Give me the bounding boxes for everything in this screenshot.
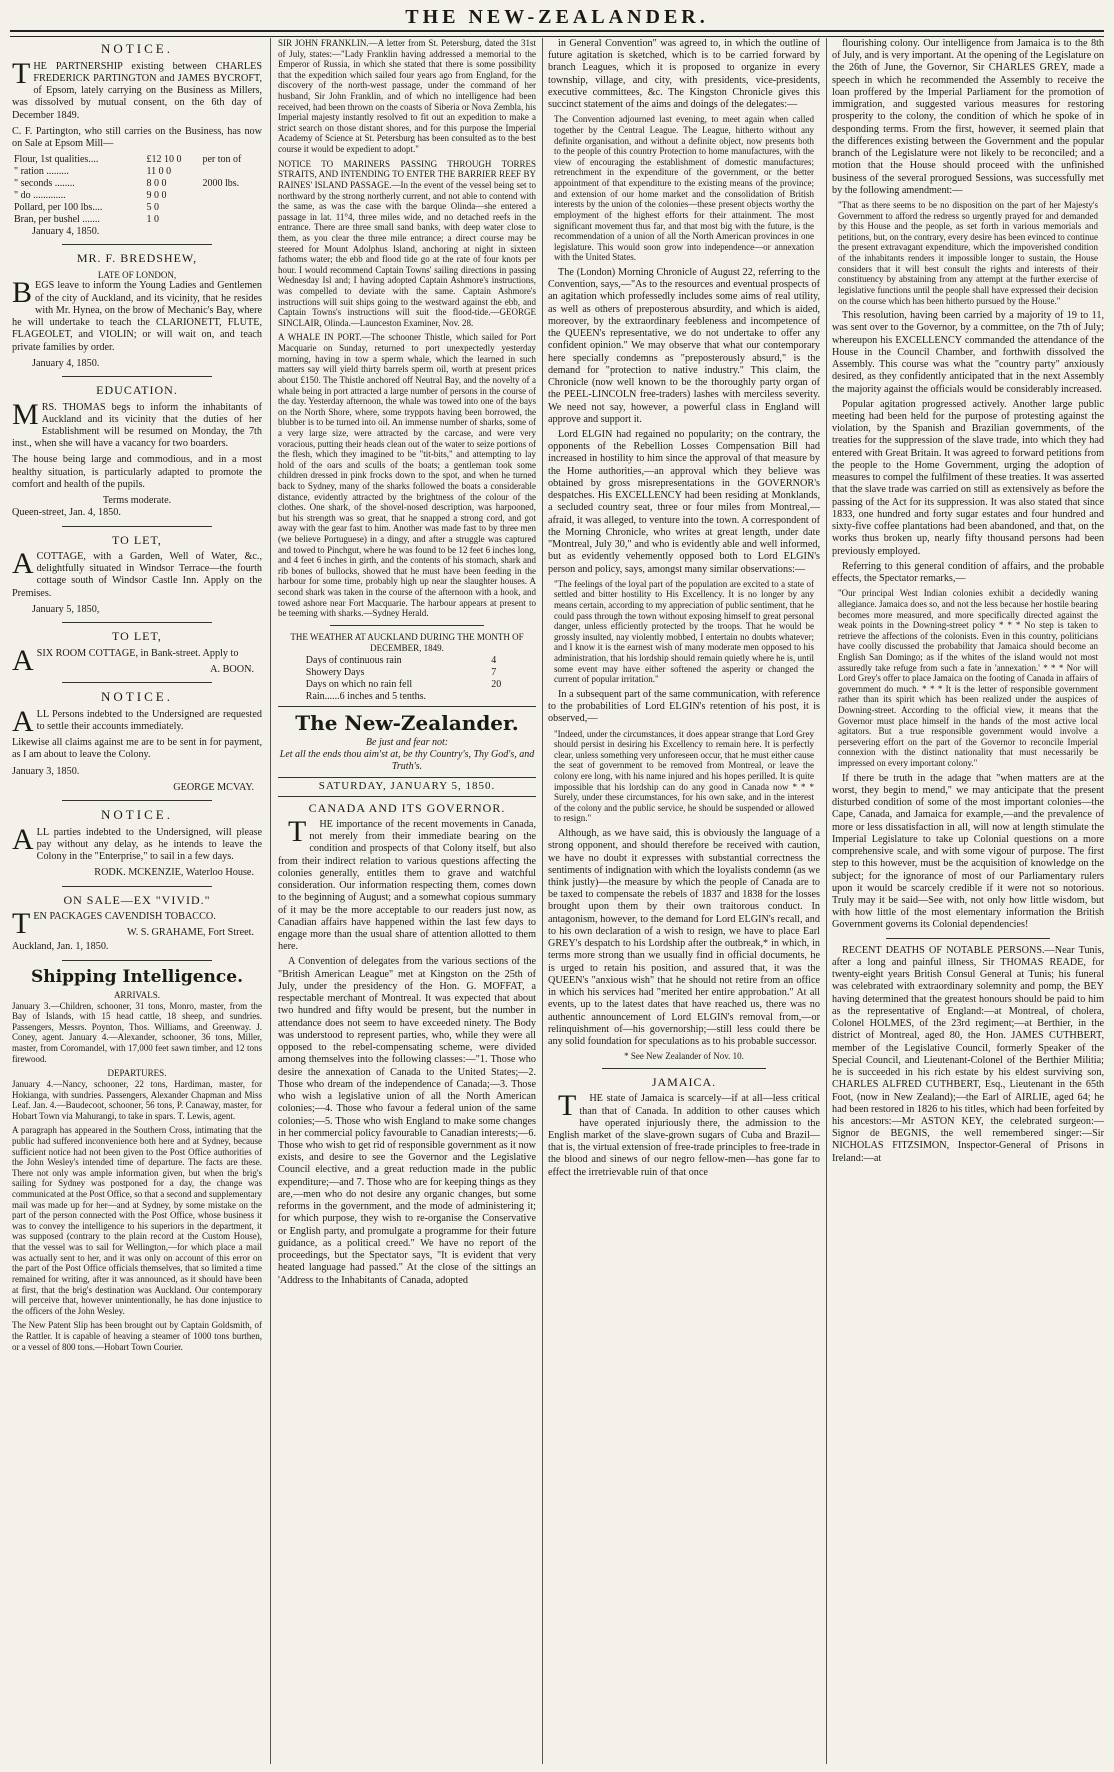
- article-paragraph: THE state of Jamaica is scarcely—if at all—less critical than that of Canada. In addition to other causes which have operated injuriously there, the admission to the English market of the slave-grown sugars of Cuba and Brazil—that is, the virtual extension of free-trade principles to free-trade in the blood and sinews of our negro fellow-men—has gone far to effect the irretrievable ruin of that once: [548, 1089, 820, 1178]
- quoted-passage: The Convention adjourned last evening, to meet again when called together by the Central League. The League, hitherto without any definite organisation, and without a definite object, now presents both to the people of this country Protection to home manufactures, with the view of encouraging the establishment of domestic manufactures; retrenchment in the expenditure of the government, or the better appointment of that expenditure to the existing means of the province; and extension of our home market and the consolidation of British interests by the union of the colonies—these present objects worthy the employment of the highest efforts for their attainment. The most significant movement thus far, and that most big with the future, is the recommendation of a union of all the North American provinces in one legislature. This would soon grow into independence—or annexation with the United States.: [554, 114, 814, 263]
- table-row: [12, 202, 262, 214]
- column-1: [12, 38, 262, 1766]
- sale-body: TEN PACKAGES CAVENDISH TOBACCO.: [12, 906, 216, 940]
- franklin-article: SIR JOHN FRANKLIN.—A letter from St. Petersburg, dated the 31st of July, states:—"Lady Franklin having addressed a memorial to the Emperor of Russia, in which she stated that there is some possibility that the expedition which sailed four years ago from England, for the discovery of the north-west passage, under the command of her husband, Sir John Franklin, and of which no intelligence had been received, had been thrown on the coasts of Siberia or Nova Zembla, his Imperial majesty instantly resolved to fit out an expedition to make a strict search on those distant shores, and for this purpose the Imperial Academy of Science at St. Petersburg has been consulted as to the best course it would be expedient to adopt.": [278, 38, 536, 155]
- article-paragraph: The (London) Morning Chronicle of August 22, referring to the Convention, says,—"As to the resources and eventual prospects of an agitation which professedly includes some aims of real utility, as well as others of preposterous absurdity, and which is aided, moreover, by the extraordinary feebleness and incompetence of the QUEEN's representative, we do not undertake to offer any confident opinion." We may observe that what our contemporary here specially condemns as "preposterously absurd," is the demand for "protection to native industry." This claim, the Chronicle (now well known to be the thoroughly party organ of the PEEL-LINCOLN free-traders) lashes with merciless severity. We need not say, however, a powerful class in England will approve and support it.: [548, 266, 820, 425]
- bredshew-body: BEGS leave to inform the Young Ladies and Gentlemen of the city of Auckland, and its vicinity, that he resides with Mr. Hynea, on the brow of Mechanic's Bay, where he will undertake to teach the CLARIONETT, FLUTE, FLAGEOLET, and VIOLIN; or will wait on, and teach private families by order.: [12, 276, 262, 353]
- divider: [62, 682, 212, 683]
- divider: [62, 622, 212, 623]
- price-cell: 8 0 0: [146, 178, 167, 190]
- column-divider: [542, 38, 543, 1764]
- masthead: THE NEW-ZEALANDER.: [405, 6, 709, 28]
- price-cell: 11 0 0: [146, 166, 172, 178]
- divider: [62, 244, 212, 245]
- weather-value: 4: [491, 655, 497, 667]
- masthead-rule: [10, 30, 1104, 37]
- price-cell: 1 0: [146, 214, 159, 226]
- partnership-notice: THE PARTNERSHIP existing between CHARLES FREDERICK PARTINGTON and JAMES BYCROFT, of Epsom, lately carrying on the Business as Millers, was dissolved by mutual consent, on the 6th day of December 1849.: [12, 56, 262, 121]
- divider: [886, 938, 1049, 939]
- notice-date: January 3, 1850.: [12, 765, 80, 777]
- deaths-paragraph: RECENT DEATHS OF NOTABLE PERSONS.—Near Tunis, after a long and painful illness, Sir THOMAS READE, for twenty-eight years British Consul General at Tunis; his funeral was celebrated with extraordinary solemnity and pomp, the BEY having determined that the greatest honours should be paid to him as the representative of England:—at Montreal, of cholera, Colonel HOLMES, of the 23rd regiment;—at Berthier, in the district of Montreal, aged 80, the Hon. JAMES CUTHBERT, member of the Legislative Council, formerly Speaker of the Special Council, and Lieutenant-Colonel of the Berthier Militia; he is succeeded in his rich estate by his eldest surviving son, CHARLES ALFRED CUTHBERT, Esq., Lieutenant in the 65th Foot, (now in New Zealand);—the Earl of AIRLIE, aged 64; he had been restored in 1826 to his titles, which had been forfeited by his ancestors:—Mr ASTON KEY, the celebrated surgeon:—Signor de BEGNIS, the well remembered singer:—Sir NICHOLAS FITZSIMON, Inspector-General of Prisons in Ireland:—at: [832, 944, 1104, 1164]
- weather-label: Days on which no rain fell: [305, 678, 413, 690]
- signature: RODK. MCKENZIE, Waterloo House.: [94, 867, 254, 879]
- education-body: MRS. THOMAS begs to inform the inhabitants of Auckland and its vicinity that the duties of her Establishment will be resumed on Monday, the 7th inst., when she will have a vacancy for two boarders.: [12, 397, 262, 450]
- table-row: [12, 154, 262, 166]
- education-terms: Terms moderate.: [102, 495, 172, 507]
- item-cell: Bran, per bushel .......: [14, 214, 100, 226]
- mariners-notice: NOTICE TO MARINERS PASSING THROUGH TORRES STRAITS, AND INTENDING TO ENTER THE BARRIER REEF BY RAINES' ISLAND PASSAGE.—In the event of the vessel being set to northward by the strong northerly current, and not able to contend with the same, as was the case with the barque Olinda—she entered a passage in lat. 11°4, three miles wide, and no detached reefs in the entrance. There are three small sand banks, with deep water close to them, as you clear the three mile entrance; a direct course may be steered for Mount Adolphus Island, anchoring at night in sixteen fathoms water; the ebb and flood tide go at the rate of four knots per hour. I would recommend Captain Towns' sailing directions in passing Wednesday Isl and; I having adopted Captain Ashmore's instructions, was compelled to deviate with the same. Captain Ashmore's instructions will suit ships going to the westward against the ebb, and Captain Towns's instructions will suit the flood-tide.—GEORGE SINCLAIR, Olinda.—Launceston Examiner, Nov. 28.: [278, 158, 536, 328]
- column-divider: [270, 38, 271, 1764]
- signature: W. S. GRAHAME, Fort Street.: [127, 927, 254, 939]
- weather-value: 7: [491, 666, 497, 678]
- motto-line-1: Be just and fear not:: [365, 737, 449, 749]
- article-paragraph: THE importance of the recent movements in Canada, not merely from their immediate bearing on the condition and prospects of that Colony itself, but also from their indirect relation to various questions affecting the colonies generally, entitles them to grave and watchful consideration. Our information respecting them, comes down to the beginning of August; and a somewhat copious summary of it may be the more acceptable to our readers just now, as Canadian affairs have happened within the last few days to engage more than the usual share of attention allotted to them here.: [278, 814, 536, 953]
- price-cell: 5 0: [146, 202, 159, 214]
- notice-date: January 4, 1850.: [32, 357, 100, 369]
- unit-cell: [200, 202, 262, 214]
- article-paragraph: In a subsequent part of the same communication, with reference to the probabilities of Lord ELGIN's retention of his post, it is observed,—: [548, 688, 820, 725]
- issue-date: SATURDAY, JANUARY 5, 1850.: [278, 777, 536, 796]
- motto-line-2: Let all the ends thou aim'st at, be thy Country's, Thy God's, and Truth's.: [279, 749, 535, 773]
- signature: GEORGE MCVAY.: [173, 781, 254, 793]
- article-heading: JAMAICA.: [651, 1074, 717, 1089]
- notice-date: January 5, 1850,: [32, 603, 100, 615]
- column-3: [548, 38, 820, 1766]
- notice-date: Auckland, Jan. 1, 1850.: [12, 941, 109, 953]
- column-4: [832, 38, 1104, 1766]
- divider: [62, 800, 212, 801]
- article-paragraph: A Convention of delegates from the various sections of the "British American League" met at Kingston on the 25th of July, under the presidency of the Hon. G. MOFFAT, a respectable merchant of Montreal. It was expected that about two hundred and fifty would be present, but the number in attendance does not seem to have exceeded ninety. The Body was understood to represent parties, who, while they were all opposed to the rebel-compensating scheme, were divided among themselves into the following classes:—"1. Those who desire the annexation of Canada to the United States;—2. Those who dream of the independence of Canada;—3. Those who wish a legislative union of all the North American colonies;—4. Those who favour a federal union of the same colonies;—5. Those who wish England to make some changes in her commercial policy favourable to Canadian interests;—6. Those who wish to get rid of responsible government as it now exists, and desire to see the Governor and the Legislative Council elective, and a great reduction made in the public expenditure;—and 7. Those who are for keeping things as they are,—men who do not desire any organic changes, but some reforms in the government, and the mode of administering it; for which purpose, they wish to re-organise the Conservative or English party, and promulgate a programme for their future guidance, as a political creed." We have no report of the proceedings, but the Spectator says, "It is evident that very heated language had passed." At the close of the sittings an 'Address to the Inhabitants of Canada, adopted: [278, 956, 536, 1286]
- table-row: [12, 166, 262, 178]
- education-heading: EDUCATION.: [96, 383, 178, 398]
- weather-value: 20: [491, 678, 502, 690]
- divider: [278, 706, 536, 707]
- shipping-heading: Shipping Intelligence.: [31, 966, 243, 987]
- paper-title: The New-Zealander.: [295, 711, 519, 736]
- weather-label: Showery Days: [305, 666, 365, 678]
- quoted-passage: "Indeed, under the circumstances, it does appear strange that Lord Grey should persist in desiring his Excellency to remain here. It is perfectly clear, unless something very unforeseen occur, that he must either cause the seat of government to be removed from Montreal, or leave the colony ere long, with his name injured and his hopes perilled. It is quite impossible that his lordship can do any good in Canada now * * * Surely, under these circumstances, for his own sake, and in the interest of the colony and the public service, he should be suspended or allowed to resign.": [554, 728, 814, 824]
- item-cell: Flour, 1st qualities....: [14, 154, 99, 166]
- footnote: * See New Zealander of Nov. 10.: [624, 1051, 744, 1062]
- departures-text: January 4.—Nancy, schooner, 22 tons, Hardiman, master, for Hokianga, with sundries. Passengers, Alexander Chapman and Miss Leaf. Jan. 4.—Baudecoot, schooner, 56 tons, P. Canaway, master, for Hobart Town via Mahurangi, to take in spars. T. Lewis, agent.: [12, 1078, 262, 1121]
- column-divider: [826, 38, 827, 1764]
- weather-label: Days of continuous rain: [305, 655, 402, 667]
- notice-heading: NOTICE.: [101, 41, 173, 56]
- divider: [330, 625, 485, 626]
- notice-heading: NOTICE.: [101, 689, 173, 705]
- divider: [62, 886, 212, 887]
- to-let-heading: TO LET,: [112, 532, 162, 547]
- divider: [62, 526, 212, 527]
- arrivals-text: January 3.—Children, schooner, 31 tons, Monro, master, from the Bay of Islands, with 15 head cattle, 18 sheep, and sundries. Passengers, Messrs. Poynton, Thos. Williams, and Greenway. J. Coney, agent. January 4.—Alexander, schooner, 36 tons, Miller, master, from Coromandel, with 17,000 feet sawn timber, and 12 tons firewood.: [12, 1000, 262, 1064]
- unit-cell: [200, 190, 262, 202]
- quoted-passage: "Our principal West Indian colonies exhibit a decidedly waning allegiance. Jamaica does so, and not the less because her hostile bearing becomes more measured, and more specifically directed against the weak points in the Downing-street policy * * * No step is taken to retrieve the affections of the colonists. Even in this country, politicians have coolly discussed the probability that Jamaica should become an English San Domingo; as if the whites of the island would not most assuredly take refuge from such a fate in 'annexation.' * * * Nor will Lord Grey's offer to place Jamaica on the footing of Canada in affairs of government do much. * * * It is the letter of responsible government rather than its spirit which has been realized under the auspices of Downing-street. According to the official view, it means that the Governor must place himself in the hands of the most active local agitators. But a true responsible government would involve a persevering effort on the part of the Governor to reconcile Imperial connexion with the distinct nationality that must necessarily be impressed on every important colony.": [838, 588, 1098, 769]
- unit-cell: per ton of: [202, 154, 242, 166]
- notice-body: ALL parties indebted to the Undersigned, will please pay without any delay, as he intends to leave the Colony in the "Enterprise," to sail in a few days.: [12, 822, 262, 863]
- quoted-passage: "That as there seems to be no disposition on the part of her Majesty's Government to afford the redress so urgently prayed for and demanded by this House and the people, as set forth in various memorials and petitions, but, on the contrary, every desire has been evinced to continue the present extravagant expenditure, which the impoverished condition of the inhabitants renders it impossible longer to sustain, the House considers that it will best consult the rights and interests of their constituency by abstaining from any attempt at the further exercise of legislative functions until the people shall have expressed their decision on the course which has been hitherto pursued by the House.": [838, 200, 1098, 306]
- table-row: [304, 691, 510, 703]
- notice-date: January 4, 1850.: [32, 226, 100, 238]
- notice-heading: NOTICE.: [101, 807, 173, 823]
- table-row: [12, 190, 262, 202]
- notice-body: ALL Persons indebted to the Undersigned are requested to settle their accounts immediately.: [12, 704, 262, 738]
- post-office-paragraph: A paragraph has appeared in the Southern Cross, intimating that the public had suffered inconvenience both here and at Sydney, because sufficient notice had not been given to the Post Office authorities of the John Wesley's intended time of departure. The facts are these. There not only was ample information given, but when the brig's sailing for Sydney was postponed for a day, the change was communicated at the Post Office, so that a second and supplementary mail was made up for her—and at Sydney, by some mistake on the part of the person connected with the Post Office, whose business it was to convey the intelligence to his superiors in the department, it was supposed (contrary to the plain record at the Custom House), that the vessel was to sail for Wellington,—for which place a mail was actually sent to her, and it was only on account of this error on the part of the Post Office officials themselves, that so limited a time remained for writing, after it was announced, as it should have been at first, that the brig's destination was Auckland. Our contemporary will perceive that, however unintentionally, he has done injustice to the officers of the John Wesley.: [12, 1125, 262, 1316]
- education-address: Queen-street, Jan. 4, 1850.: [12, 507, 121, 519]
- item-cell: Pollard, per 100 lbs....: [14, 202, 103, 214]
- notice-body-2: Likewise all claims against me are to be sent in for payment, as I am about to leave the Colony.: [12, 737, 262, 761]
- table-row: [304, 667, 510, 679]
- to-let-heading: TO LET,: [112, 629, 162, 644]
- article-paragraph: Lord ELGIN had regained no popularity; on the contrary, the opponents of the Rebellion Losses Compensation Bill had increased in hostility to him since the approval of that measure by the Home authorities,—an approval which they believe was obtained by gross misrepresentations in the GOVERNOR's despatches. His EXCELLENCY had been residing at Monklands, a secluded country seat, three or four miles from Montreal,—afraid, it was alleged, to venture into the town. A correspondent of the Morning Chronicle, who writes at great length, under date "Montreal, July 30," and who is evidently able and well informed, but as evidently vehemently opposed both to Lord ELGIN's person and policy, says, amongst many similar observations:—: [548, 428, 820, 575]
- patent-slip-paragraph: The New Patent Slip has been brought out by Captain Goldsmith, of the Rattler. It is capable of heaving a steamer of 1000 tons burthen, or a vessel of 800 tons.—Hobart Town Courier.: [12, 1320, 262, 1352]
- bredshew-heading: MR. F. BREDSHEW,: [76, 251, 198, 266]
- item-cell: " do .............: [14, 190, 66, 202]
- article-paragraph: Referring to this general condition of affairs, and the probable effects, the Spectator remarks,—: [832, 560, 1104, 585]
- quoted-passage: "The feelings of the loyal part of the population are excited to a state of settled and bitter hostility to His Excellency. It is no longer by any means certain, according to my appreciation of public sentiment, that he could pass through the town without exposing himself to great personal danger, unless efficiently protected by the troops. That he would be grossly insulted, nay violently mobbed, I entertain no doubts whatever; and I know it is the earnest wish of many moderate men opposed to his administration, that his lordship should remain quietly where he is, until some event may have either softened the asperity or changed the current of popular irritation.": [554, 578, 814, 685]
- whale-article: A WHALE IN PORT.—The schooner Thistle, which sailed for Port Macquarie on Sunday, returned to port unexpectedly yesterday morning, having in tow a sperm whale, which the learned in such matters say will yield thirty barrels sperm oil, worth at present prices about £150. The Thistle anchored off Neutral Bay, and the novelty of a whale being in port attracted a large number of persons in the course of the day. Yesterday afternoon, the whale was towed into one of the bays on the North Shore, where, some tryppots having been borrowed, the blubber is to be turned into oil. An immense number of sharks, some of a very large size, were attracted by the carcase, and were very voracious, putting their heads clean out of the water to seize portions of the flesh, which they imagined to be "tit-bits," and attempting to lay hold of the oars and sculls of the boats; a gentleman took some children dressed in pink frocks down to the spot, and when he turned back to Sydney, many of the sharks followed the boats a considerable distance, evidently attracted by the brightness of the colour of the clothes. One shark, of the shovel-nosed description, was harpooned, but his strength was so great, that he snapped a strong cord, and got away with the gear fast to him. Another was made fast to by three men (we believe Portuguese) in a dingy, and after a struggle was captured and towed to Pinchgut, where he was found to be 12 feet 6 inches long, and 4 feet 6 inches in girth, and the contents of his stomach, shark and rib bones of bullocks, showed that he must have been feeding in the harbour for some time, probably high up near the slaughter houses. A second shark was taken in the course of the afternoon with a hook, and towed ashore near Fort Macquarie. The harbour appears at present to be teeming with sharks.—Sydney Herald.: [278, 332, 536, 619]
- departures-heading: DEPARTURES.: [107, 1068, 167, 1079]
- weather-label: Rain......6 inches and 5 tenths.: [305, 690, 427, 702]
- price-cell: £12 10 0: [146, 154, 182, 166]
- price-cell: 9 0 0: [146, 190, 167, 202]
- article-paragraph: This resolution, having been carried by a majority of 19 to 11, was sent over to the Governor, by a committee, on the 7th of July; whereupon his EXCELLENCY commanded the attendance of the House in the Council Chamber, and forthwith dissolved the Assembly. This course was what the "country party" anxiously desired, as they confidently anticipated that in the next Assembly the majority against the officials would be considerably increased.: [832, 310, 1104, 395]
- article-paragraph: Although, as we have said, this is obviously the language of a strong opponent, and should therefore be received with caution, we have no doubt it expresses with substantial correctness the sentiments of indignation with which the loyalists condemn (as we think justly)—the measure by which the people of Canada are to be taxed to compensate the rebels of 1837 and 1838 for the losses brought upon them by their own traitorous conduct. In antagonism, however, to the demand for Lord ELGIN's recall, and to his own declaration of a wish to resign, we have to place Earl GREY's despatch to his Lordship after the outbreak,* in which, in terms more strong than we usually find in official documents, he is urged to retain his position, and assured that, it was the QUEEN's "anxious wish" that he should not retire from an office in which his services had "merited her entire approbation." At all events, up to the latest dates that have reached us, there was no authentic announcement of Lord ELGIN's removal from,—or relinquishment of—his governorship;—still less could there be any solid foundation for speculations as to his probable successor.: [548, 828, 820, 1048]
- divider: [602, 1068, 765, 1069]
- unit-cell: 2000 lbs.: [202, 178, 240, 190]
- table-row: [304, 655, 510, 667]
- sale-heading: ON SALE—EX "VIVID.": [63, 892, 211, 907]
- weather-value: [489, 691, 510, 703]
- article-paragraph: in General Convention" was agreed to, in which the outline of future agitation is sketched, which is to be carried forward by branch Leagues, which it is proposed to organize in every township, village, and city, with presidents, vice-presidents, executive committees, &c. The Kingston Chronicle gives this succinct statement of the aims and doings of the delegates:—: [548, 38, 820, 111]
- partnership-sale-intro: C. F. Partington, who still carries on the Business, has now on Sale at Epsom Mill—: [12, 125, 262, 149]
- item-cell: " seconds ........: [14, 178, 75, 190]
- column-2: [278, 38, 536, 1766]
- table-row: [12, 214, 262, 226]
- unit-cell: [200, 166, 262, 178]
- article-paragraph: Popular agitation progressed actively. Another large public meeting had been held for the purpose of protesting against the violation, by the Spanish and Brazilian governments, of the treaties for the suppression of the slave trade, into which they had entered with Great Britain. It was agreed to forward petitions from the people to the Home Government, urging the adoption of measures to compel the fulfilment of these treaties. It was asserted that the slave trade was carried on still as extensively as before the passing of the Act for its suppression. It was also stated that since 1833, one hundred and forty sugar estates and four hundred and sixty-five coffee plantations had been abandoned, and that, on the works thus broken up, nearly fifty thousand persons had been previously employed.: [832, 398, 1104, 557]
- article-heading: CANADA AND ITS GOVERNOR.: [308, 800, 506, 815]
- education-body-2: The house being large and commodious, and in a most healthy situation, is particularly adapted to promote the comfort and health of the pupils.: [12, 454, 262, 490]
- arrivals-heading: ARRIVALS.: [113, 990, 161, 1001]
- bredshew-subheading: LATE OF LONDON,: [97, 269, 177, 280]
- divider: [62, 960, 212, 961]
- to-let-body: ASIX ROOM COTTAGE, in Bank-street. Apply to: [12, 643, 239, 677]
- divider: [62, 376, 212, 377]
- unit-cell: [200, 214, 262, 226]
- table-row: [12, 178, 262, 190]
- item-cell: " ration .........: [14, 166, 69, 178]
- to-let-body: ACOTTAGE, with a Garden, Well of Water, &c., delightfully situated in Windsor Terrace—the fourth cottage south of Windsor Castle Inn. Apply on the Premises.: [12, 547, 262, 599]
- article-paragraph: flourishing colony. Our intelligence from Jamaica is to the 8th of July, and is very important. At the opening of the Legislature on the 26th of June, the Governor, Sir CHARLES GREY, made a speech in which he recommended the Assembly to receive the loan proffered by the Imperial Parliament for the promotion of immigration, and suggested various measures for restoring prosperity to the colony, the condition of which he spoke of in desponding terms. From the first, however, it seemed plain that the differences existing between the Government and the popular branch of the Legislature were not likely to be reconciled; and a motion that the House should proceed with the unfinished business of the several prorogued Sessions, was successfully met by the following amendment:—: [832, 38, 1104, 196]
- table-row: [304, 679, 510, 691]
- signature: A. BOON.: [210, 663, 254, 675]
- weather-heading: THE WEATHER AT AUCKLAND DURING THE MONTH OF DECEMBER, 1849.: [290, 631, 524, 653]
- article-paragraph: If there be truth in the adage that "when matters are at the worst, they begin to mend," we may anticipate that the present disturbed condition of some of the most important colonies—the Cape, Canada, and Jamaica for example,—and the prevalence of more or less dissatisfaction in all, will now at length stimulate the Imperial Legislature to take up Colonial questions on a more comprehensive scale, and with some vigour of purpose. The first step to this however, must be the acquisition of knowledge on the subject; for the ignorance of most of our Parliamentary rulers upon it would be scarcely credible if it were not so notorious. Truly may it be said—See with, not only how little wisdom, but with how little of the most elementary information the British Government governs its Colonial dependencies!: [832, 772, 1104, 931]
- weather-table: [304, 655, 510, 702]
- flour-price-table: [12, 154, 262, 226]
